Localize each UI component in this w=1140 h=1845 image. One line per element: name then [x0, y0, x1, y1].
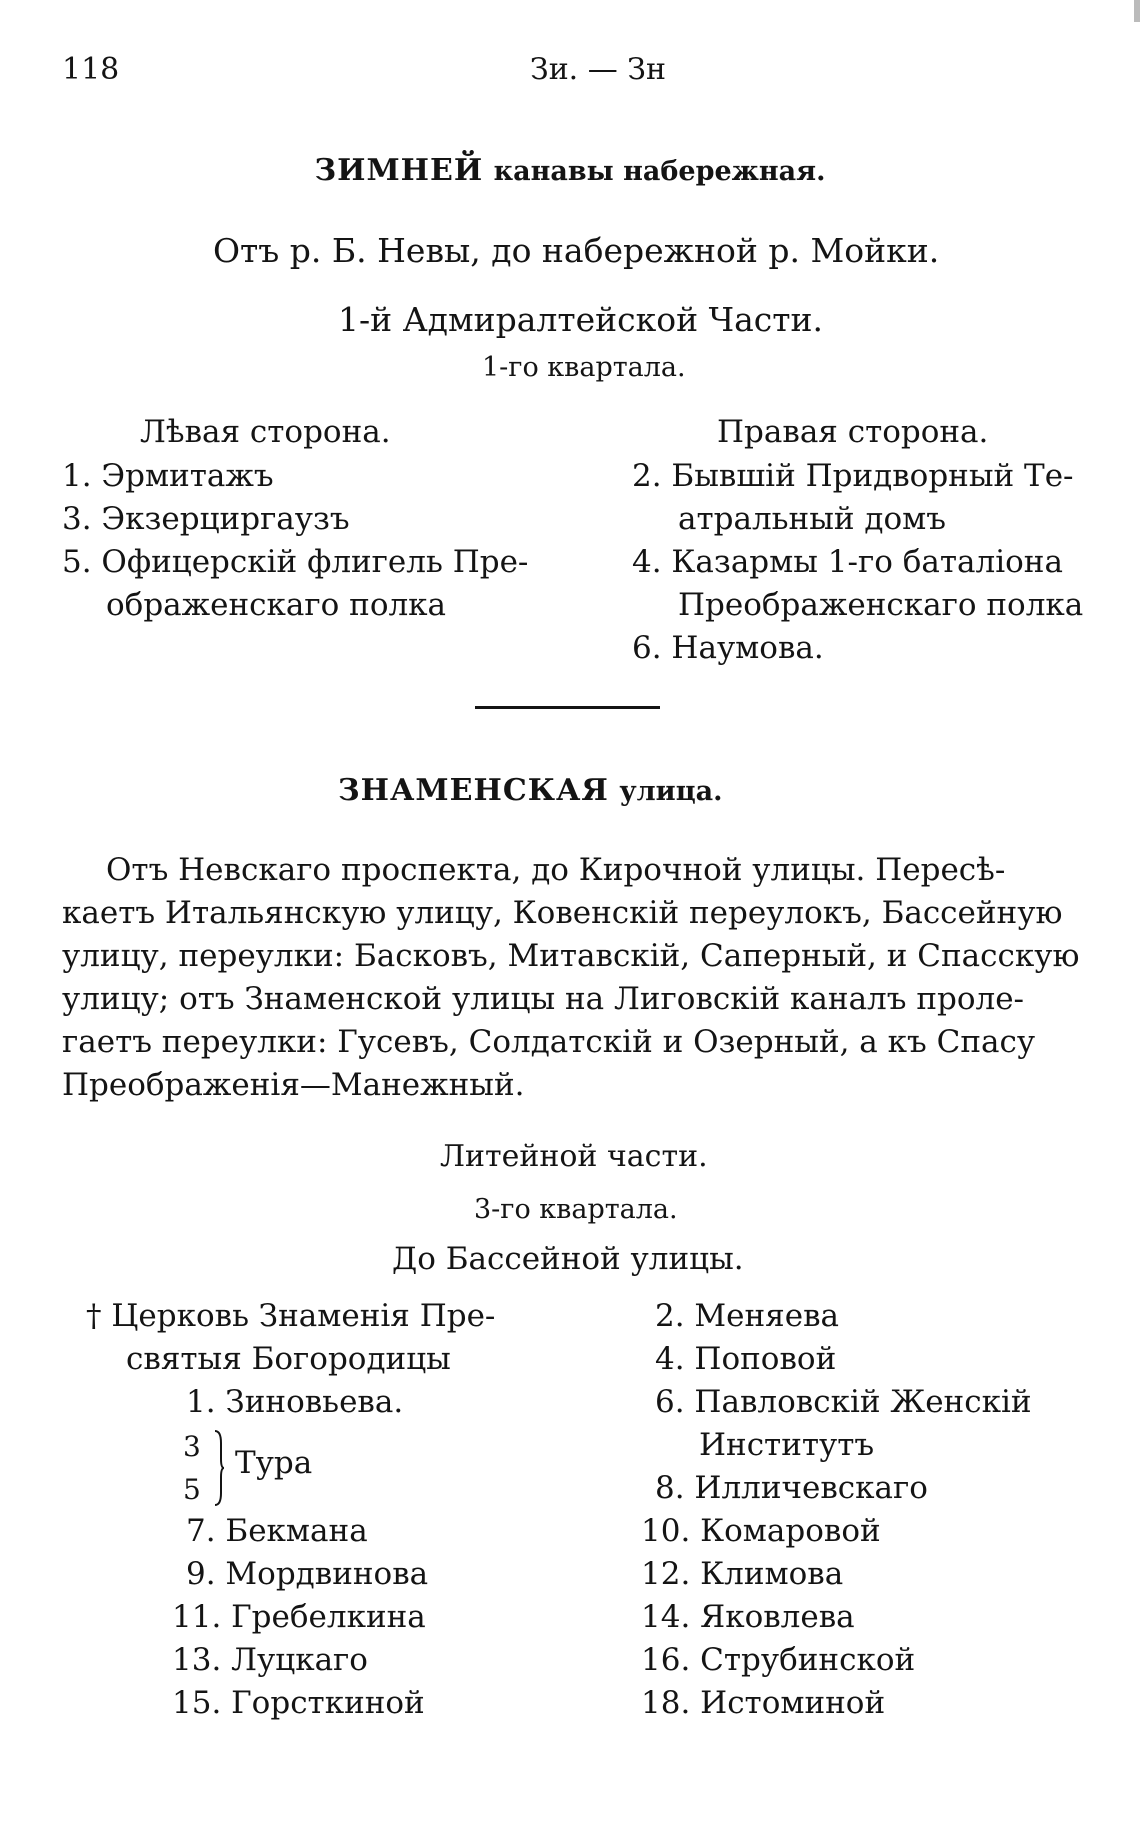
- paragraph-line: каетъ Итальянскую улицу, Ковенскій переулокъ, Бассейную: [62, 895, 1063, 931]
- running-head: Зи. — Зн: [530, 52, 666, 87]
- list-item: 7. Бекмана: [186, 1513, 368, 1549]
- list-item: 5. Офицерскій флигель Пре-: [62, 544, 529, 580]
- right-houses-list: [641, 1295, 1032, 1725]
- list-item: Институтъ: [699, 1427, 875, 1463]
- left-side-list: [62, 455, 528, 627]
- left-numbered-top: [186, 1381, 403, 1424]
- section-title-rest: улица.: [619, 776, 723, 807]
- section-divider: [475, 706, 660, 709]
- quarter-label: 3-го квартала.: [474, 1194, 678, 1225]
- left-side-heading: Лѣвая сторона.: [140, 414, 391, 450]
- list-item: 2. Меняева: [655, 1298, 840, 1334]
- paragraph-line: Отъ Невскаго проспекта, до Кирочной улицы. Пересѣ-: [106, 852, 1006, 888]
- page-edge-mark: [1134, 0, 1140, 22]
- list-item: атральный домъ: [678, 501, 946, 537]
- list-item: ображенскаго полка: [106, 587, 447, 623]
- section-title-zimney: [0, 153, 1140, 188]
- paragraph-line: улицу, переулки: Басковъ, Митавскій, Саперный, и Спасскую: [62, 938, 1080, 974]
- list-item: 10. Комаровой: [641, 1513, 881, 1549]
- list-item: 12. Климова: [641, 1556, 844, 1592]
- paragraph-line: Преображенія—Манежный.: [62, 1067, 525, 1103]
- list-item: 11. Гребелкина: [172, 1599, 426, 1635]
- list-item: 6. Наумова.: [632, 630, 824, 666]
- list-item: 4. Казармы 1-го баталіона: [632, 544, 1063, 580]
- police-part: 1-й Адмиралтейской Части.: [338, 300, 824, 339]
- list-item: 14. Яковлева: [641, 1599, 855, 1635]
- range-label: До Бассейной улицы.: [392, 1241, 744, 1277]
- brace-number: 3: [183, 1430, 201, 1463]
- list-item: 1. Эрмитажъ: [62, 458, 274, 494]
- section-subtitle: Отъ р. Б. Невы, до набережной р. Мойки.: [213, 231, 940, 270]
- list-item: 16. Струбинской: [641, 1642, 916, 1678]
- curly-brace-icon: [213, 1429, 225, 1507]
- left-numbered-bottom: [172, 1510, 429, 1725]
- list-item: 2. Бывшій Придворный Те-: [632, 458, 1074, 494]
- list-item: святыя Богородицы: [126, 1341, 451, 1377]
- list-item: 6. Павловскій Женскій: [655, 1384, 1032, 1420]
- list-item: 4. Поповой: [655, 1341, 837, 1377]
- paragraph-line: улицу; отъ Знаменской улицы на Лиговскій каналъ проле-: [62, 981, 1025, 1017]
- list-item: † Церковь Знаменія Пре-: [86, 1298, 496, 1334]
- list-item: 9. Мордвинова: [186, 1556, 429, 1592]
- brace-label: Тура: [235, 1445, 313, 1481]
- section-title-bold: ЗНАМЕНСКАЯ: [338, 773, 609, 808]
- brace-group: [183, 1425, 313, 1515]
- page-number: 118: [62, 52, 120, 87]
- street-description: [62, 849, 1079, 1107]
- right-side-list: [632, 455, 1083, 670]
- brace-number: 5: [183, 1473, 201, 1506]
- left-church-entry: [86, 1295, 495, 1381]
- right-side-heading: Правая сторона.: [717, 414, 989, 450]
- section-title-znamenskaya: [338, 773, 723, 808]
- list-item: Преображенскаго полка: [678, 587, 1084, 623]
- list-item: 8. Илличевскаго: [655, 1470, 928, 1506]
- list-item: 18. Истоминой: [641, 1685, 886, 1721]
- quarter-label: 1-го квартала.: [482, 352, 686, 383]
- list-item: 15. Горсткиной: [172, 1685, 425, 1721]
- section-title-bold: ЗИМНЕЙ: [314, 153, 484, 188]
- list-item: 3. Экзерциргаузъ: [62, 501, 350, 537]
- list-item: 1. Зиновьева.: [186, 1384, 404, 1420]
- police-part: Литейной части.: [440, 1139, 708, 1174]
- section-title-rest: канавы набережная.: [493, 156, 826, 187]
- paragraph-line: гаетъ переулки: Гусевъ, Солдатскій и Озерный, а къ Спасу: [62, 1024, 1036, 1060]
- list-item: 13. Луцкаго: [172, 1642, 368, 1678]
